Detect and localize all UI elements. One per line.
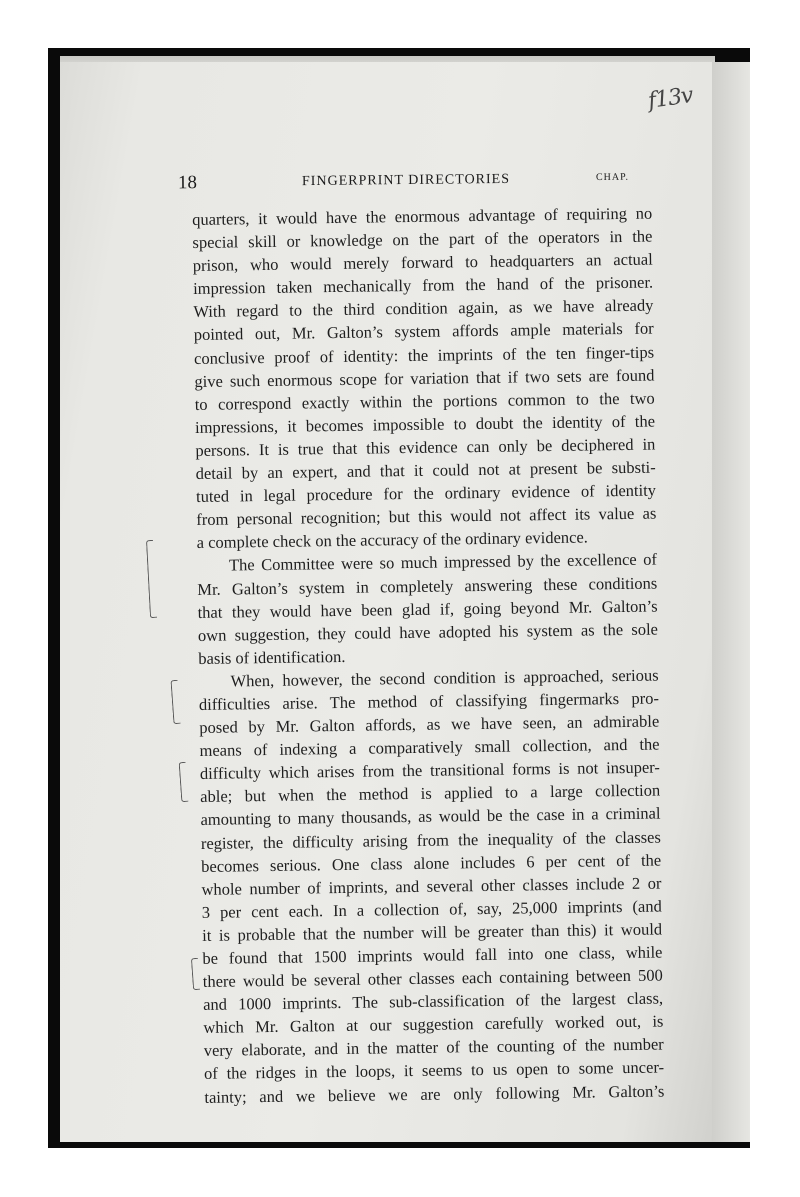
page-header bbox=[178, 168, 636, 197]
text-line: from personal recognition; but this would not affect its value as bbox=[196, 503, 657, 530]
text-line: means of indexing a comparatively small collection, and the bbox=[199, 734, 660, 761]
page-fore-edge bbox=[712, 62, 750, 1142]
page-number: 18 bbox=[177, 172, 198, 194]
text-line: difficulties arise. The method of classifying fingermarks pro- bbox=[198, 688, 660, 714]
text-line: give such enormous scope for variation that if two sets are found bbox=[194, 365, 655, 391]
chapter-label: CHAP. bbox=[595, 171, 630, 184]
text-line: 3 per cent each. In a collection of, say, 25,000 imprints (and bbox=[201, 896, 662, 922]
folio-annotation: f13v bbox=[646, 83, 695, 114]
text-line: tainty; and we believe we are only following Mr. Galton’s bbox=[204, 1081, 665, 1107]
text-line: it is probable that the number will be greater than this) it would bbox=[202, 919, 663, 945]
text-line: which Mr. Galton at our suggestion carefully worked out, is bbox=[203, 1011, 664, 1038]
text-line: becomes serious. One class alone includes 6 per cent of the bbox=[201, 850, 662, 876]
text-line: tuted in legal procedure for the ordinary evidence of identity bbox=[195, 480, 657, 507]
text-line: impressions, it becomes impossible to doubt the identity of the bbox=[194, 411, 656, 437]
text-line: whole number of imprints, and several other classes include 2 or bbox=[201, 873, 662, 899]
text-line: With regard to the third condition again, as we have already bbox=[193, 295, 654, 322]
text-line: When, however, the second condition is approached, serious bbox=[230, 665, 659, 691]
text-line: be found that 1500 imprints would fall into one class, while bbox=[202, 942, 663, 968]
text-line: conclusive proof of identity: the imprints of the ten finger-tips bbox=[193, 342, 655, 368]
text-line: amounting to many thousands, as would be the case in a criminal bbox=[200, 803, 661, 830]
running-title: FINGERPRINT DIRECTORIES bbox=[301, 171, 511, 190]
text-line: that they would have been glad if, going beyond Mr. Galton’s bbox=[197, 596, 658, 622]
text-line: to correspond exactly within the portions common to the two bbox=[194, 388, 655, 414]
text-line: very elaborate, and in the matter of the counting of the number bbox=[203, 1034, 664, 1061]
text-line: quarters, it would have the enormous advantage of requiring no bbox=[192, 203, 653, 229]
text-line: prison, who would merely forward to headquarters an actual bbox=[192, 249, 653, 276]
text-line: a complete check on the accuracy of the ordinary evidence. bbox=[196, 527, 588, 553]
text-line: and 1000 imprints. The sub-classification of the largest class, bbox=[202, 988, 664, 1015]
text-line: impression taken mechanically from the hand of the prisoner. bbox=[192, 272, 654, 299]
text-line: pointed out, Mr. Galton’s system affords ample materials for bbox=[193, 319, 654, 345]
text-line: Mr. Galton’s system in completely answering these conditions bbox=[197, 573, 658, 599]
text-line: able; but when the method is applied to a large collection bbox=[200, 780, 661, 807]
text-line: difficulty which arises from the transitional forms is not insuper- bbox=[199, 757, 660, 784]
text-line: there would be several other classes each containing between 500 bbox=[202, 965, 663, 992]
body-text bbox=[192, 202, 665, 1109]
text-line: detail by an expert, and that it could not at present be substi- bbox=[195, 457, 656, 484]
text-line: posed by Mr. Galton affords, as we have seen, an admirable bbox=[199, 711, 660, 738]
text-line: persons. It is true that this evidence can only be deciphered in bbox=[195, 434, 656, 460]
text-line: The Committee were so much impressed by the excellence of bbox=[228, 549, 658, 575]
text-line: basis of identification. bbox=[198, 646, 346, 668]
text-line: special skill or knowledge on the part of the operators in the bbox=[192, 226, 653, 253]
text-line: of the ridges in the loops, it seems to us open to some uncer- bbox=[203, 1057, 665, 1084]
text-line: register, the difficulty arising from the inequality of the classes bbox=[200, 827, 661, 853]
text-line: own suggestion, they could have adopted his system as the sole bbox=[197, 619, 659, 645]
